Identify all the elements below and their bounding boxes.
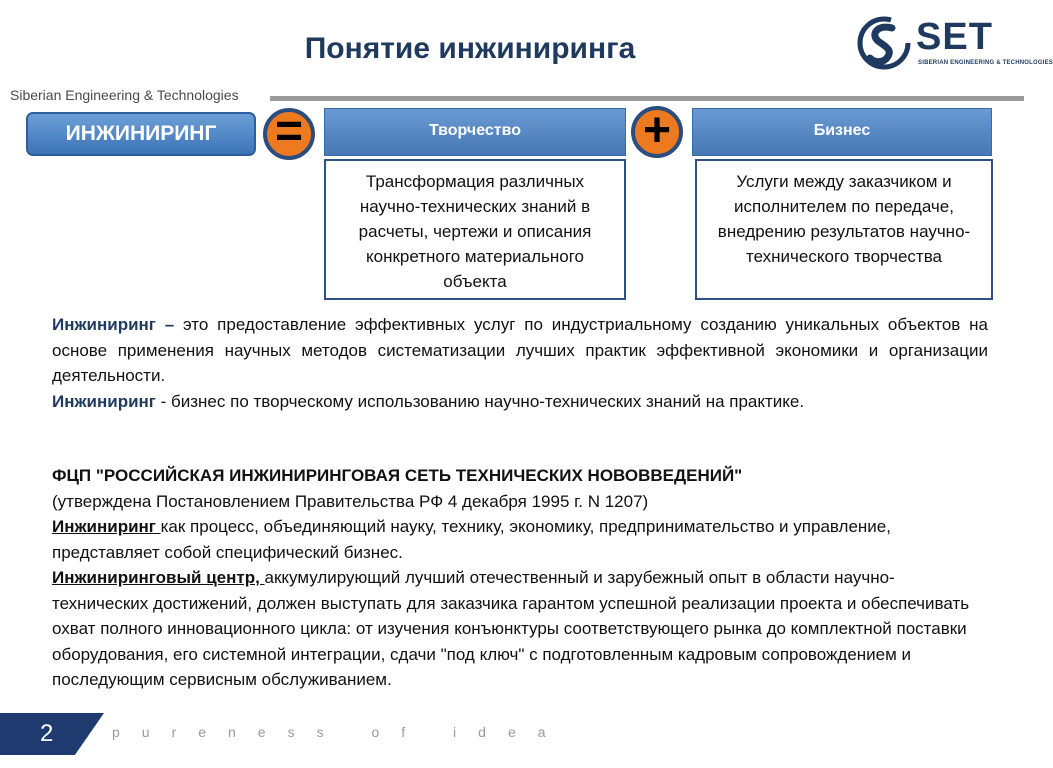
fcp-heading: ФЦП "РОССИЙСКАЯ ИНЖИНИРИНГОВАЯ СЕТЬ ТЕХНИЧЕСКИХ НОВОВВЕДЕНИЙ" [52,466,743,485]
fcp-block [52,463,988,693]
fcp-paragraph-2 [52,565,988,693]
definition-2-term: Инжиниринг [52,391,156,411]
logo-wordmark: SET [916,16,993,58]
fcp-text-2: аккумулирующий лучший отечественный и зарубежный опыт в области научно-технических достижений, должен выступать для заказчика гарантом успешной реализации проекта и обеспечивать охват полного инновационного цикла: от изучения конъюнктуры соответствующего рынка до комплектной поставки оборудования, его системной интеграции, сдачи "под ключ" с подготовленным кадровым сопровождением и последующим сервисным обслуживанием. [52,568,970,689]
definition-1-term: Инжиниринг – [52,315,175,334]
definitions-block [52,312,988,414]
logo-subtext: SIBERIAN ENGINEERING & TECHNOLOGIES [918,60,1053,66]
company-subtitle: Siberian Engineering & Technologies [10,87,239,103]
equals-icon: = [263,108,315,160]
fcp-approved: (утверждена Постановлением Правительства РФ 4 декабря 1995 г. N 1207) [52,491,649,511]
fcp-paragraph-1 [52,514,988,565]
business-description: Услуги между заказчиком и исполнителем по передаче, внедрению результатов научно-технического творчества [695,159,993,300]
header-divider [270,96,1024,101]
set-s-logo-icon [856,14,912,72]
fcp-term-2: Инжиниринговый центр, [52,568,265,587]
fcp-term-1: Инжиниринг [52,517,161,536]
footer-tagline: pureness of idea [112,724,568,740]
definition-1 [52,312,988,389]
business-header: Бизнес [692,108,992,156]
definition-2 [52,389,988,415]
page-title: Понятие инжиниринга [304,32,636,65]
set-logo [856,14,1053,74]
page-number: 2 [40,720,54,747]
plus-icon: + [631,106,683,158]
fcp-text-1: как процесс, объединяющий науку, технику, экономику, предпринимательство и управление, представляет собой специфический бизнес. [52,517,891,562]
creativity-header: Творчество [324,108,626,156]
engineering-box: ИНЖИНИРИНГ [26,112,256,156]
definition-1-text: это предоставление эффективных услуг по индустриальному созданию уникальных объектов на основе применения научных методов систематизации лучших практик эффективной экономики и организации деятельности. [52,315,988,385]
definition-2-text: - бизнес по творческому использованию научно-технических знаний на практике. [155,391,805,411]
creativity-description: Трансформация различных научно-технических знаний в расчеты, чертежи и описания конкретного материального объекта [324,159,626,300]
